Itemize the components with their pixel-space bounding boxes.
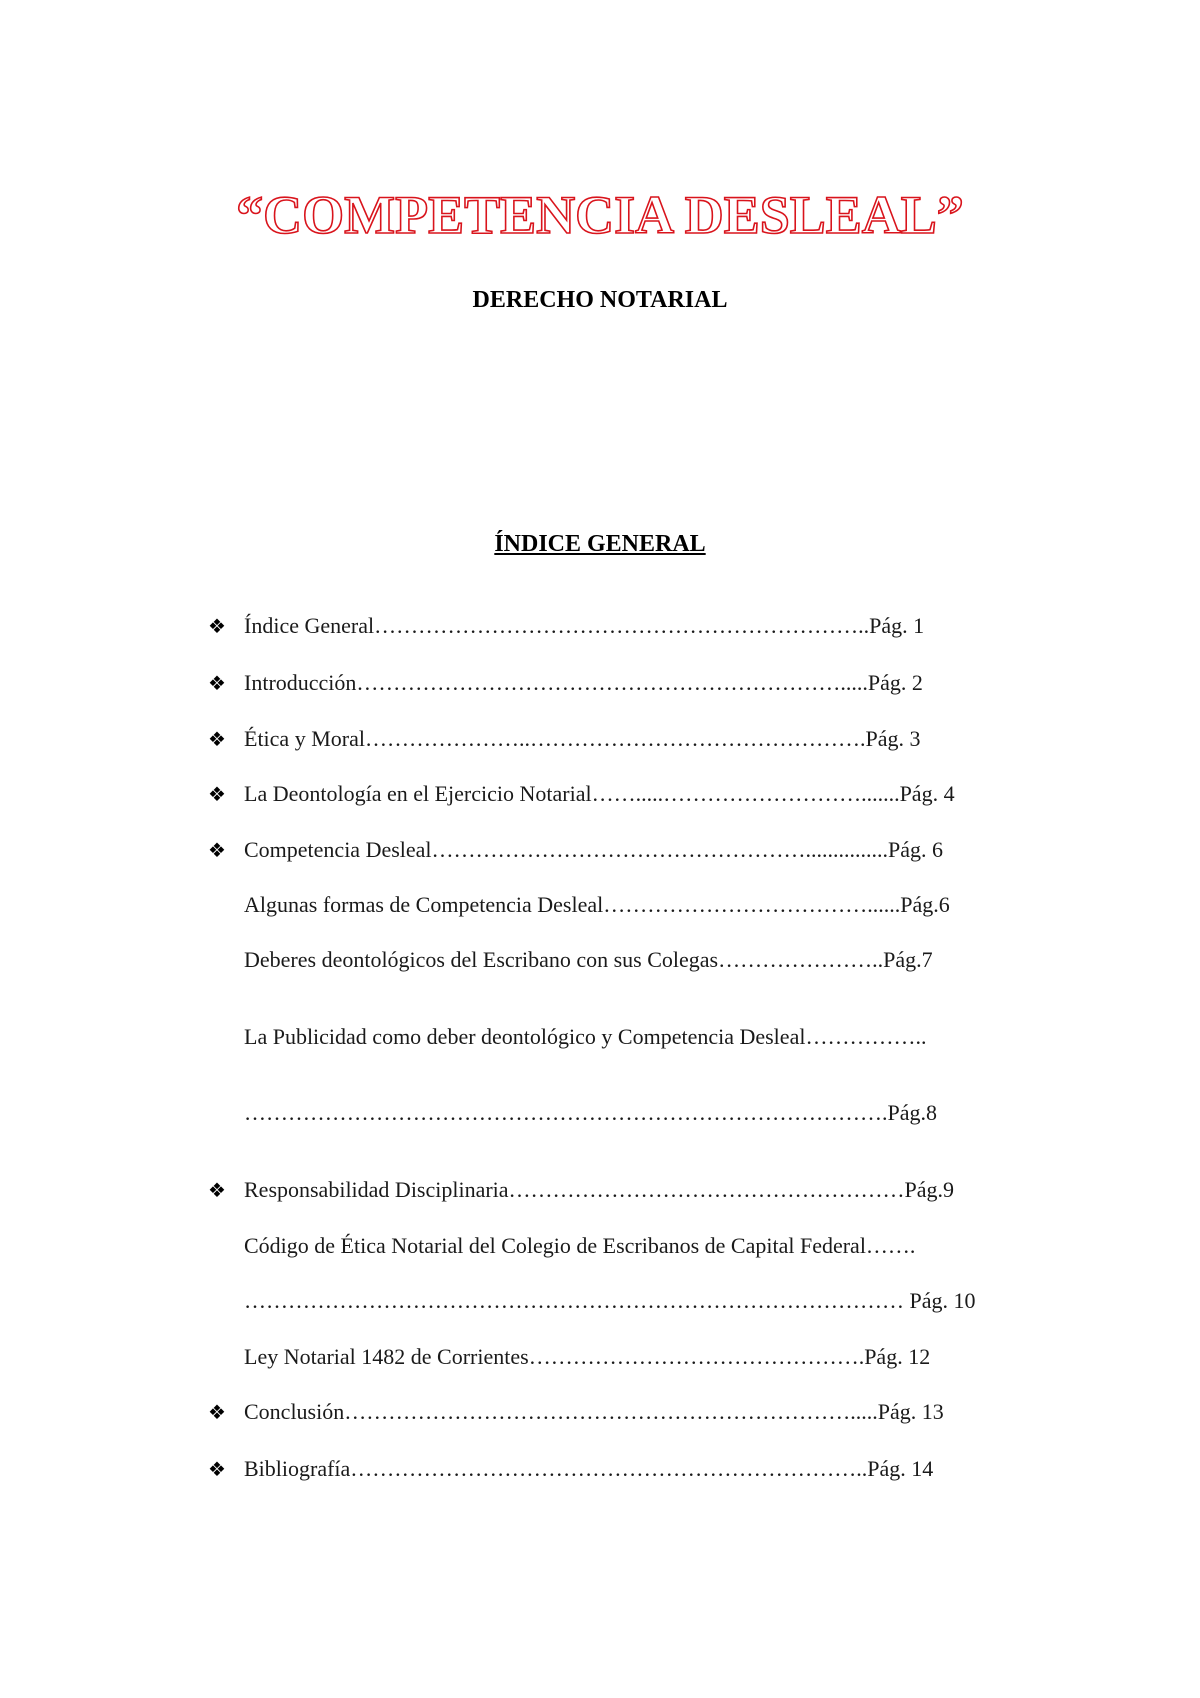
toc-entry-etica-moral <box>208 725 920 754</box>
toc-subentry-formas <box>244 891 950 919</box>
toc-subentry-ley-notarial <box>244 1343 930 1371</box>
toc-entry-text: ……………………………………………………………………………… Pág. 10 <box>244 1288 976 1313</box>
diamond-bullet-icon: ❖ <box>208 673 226 695</box>
toc-subentry-publicidad <box>244 1023 926 1051</box>
toc-entry-competencia-desleal <box>208 836 943 865</box>
toc-subentry-codigo-etica <box>244 1232 915 1260</box>
toc-entry-text: Algunas formas de Competencia Desleal………………………………......Pág.6 <box>244 892 950 917</box>
toc-subentry-publicidad-page <box>244 1099 937 1127</box>
diamond-bullet-icon: ❖ <box>208 616 226 638</box>
diamond-bullet-icon: ❖ <box>208 840 226 862</box>
toc-entry-conclusion <box>208 1398 944 1427</box>
toc-entry-bibliografia <box>208 1455 933 1484</box>
toc-entry-text: La Publicidad como deber deontológico y Competencia Desleal…………….. <box>244 1024 927 1049</box>
diamond-bullet-icon: ❖ <box>208 1402 226 1424</box>
toc-entry-text: Responsabilidad Disciplinaria………………………………………………Pág.9 <box>244 1177 955 1202</box>
toc-subentry-codigo-etica-page <box>244 1287 976 1315</box>
toc-entry-text: Deberes deontológicos del Escribano con sus Colegas…………………..Pág.7 <box>244 947 933 972</box>
toc-entry-text: Conclusión…………………………………………………………….....Pág. 13 <box>244 1399 944 1424</box>
toc-entry-text: Código de Ética Notarial del Colegio de Escribanos de Capital Federal……. <box>244 1233 916 1258</box>
toc-entry-deontologia <box>208 780 955 809</box>
diamond-bullet-icon: ❖ <box>208 1459 226 1481</box>
toc-entry-text: Introducción………………………………………………………….....Pág. 2 <box>244 670 923 695</box>
toc-entry-indice-general <box>208 612 924 641</box>
toc-entry-introduccion <box>208 669 923 698</box>
toc-entry-text: Índice General…………………………………………………………..Pág. 1 <box>244 613 925 638</box>
diamond-bullet-icon: ❖ <box>208 784 226 806</box>
toc-subentry-deberes <box>244 946 933 974</box>
diamond-bullet-icon: ❖ <box>208 1180 226 1202</box>
toc-entry-text: La Deontología en el Ejercicio Notarial…….....……………………….......Pág. 4 <box>244 781 955 806</box>
toc-entry-text: Ley Notarial 1482 de Corrientes……………………………………….Pág. 12 <box>244 1344 931 1369</box>
toc-entry-text: Ética y Moral…………………..……………………………………….Pág. 3 <box>244 726 921 751</box>
document-title: “COMPETENCIA DESLEAL” <box>236 185 964 245</box>
toc-entry-text: …………………………………………………………………………….Pág.8 <box>244 1100 937 1125</box>
diamond-bullet-icon: ❖ <box>208 729 226 751</box>
index-heading: ÍNDICE GENERAL <box>494 531 706 557</box>
document-subtitle: DERECHO NOTARIAL <box>472 287 728 313</box>
toc-entry-text: Competencia Desleal……………………………………………...............Pág. 6 <box>244 837 944 862</box>
toc-entry-responsabilidad <box>208 1176 954 1205</box>
toc-entry-text: Bibliografía……………………………………………………………..Pág. 14 <box>244 1456 934 1481</box>
